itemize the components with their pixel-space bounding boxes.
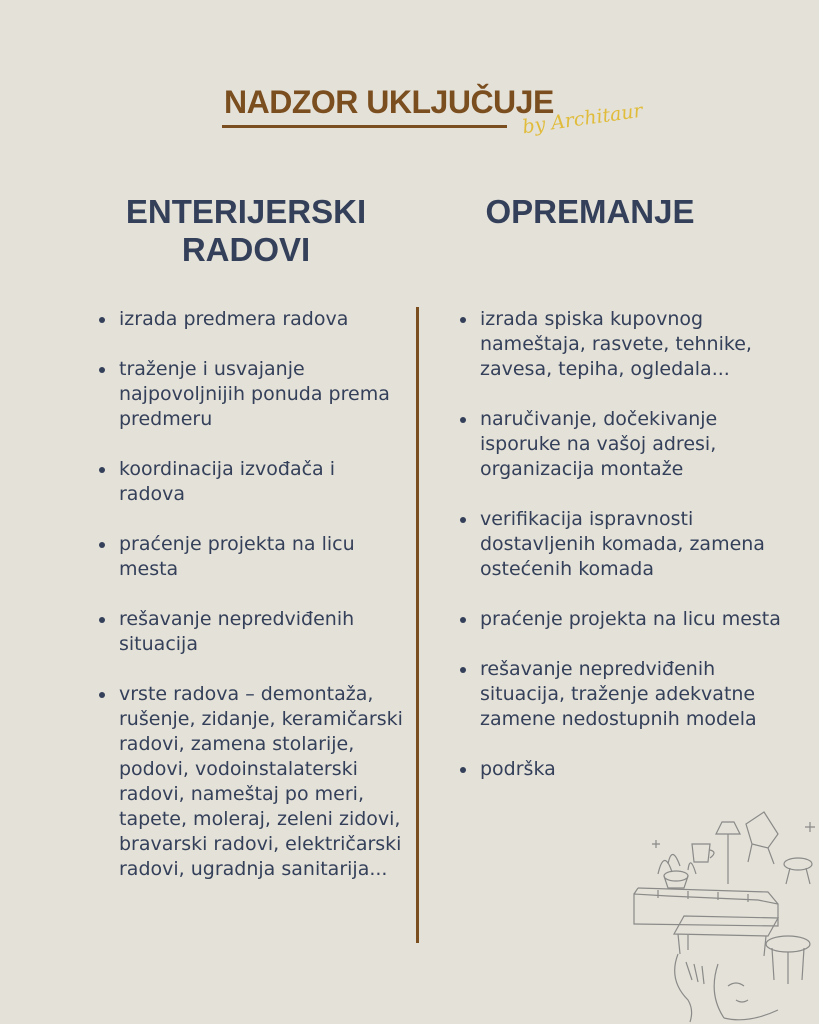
list-item: praćenje projekta na licu mesta <box>459 607 789 632</box>
column-divider <box>416 307 419 943</box>
list-item: koordinacija izvođača i radova <box>98 457 403 507</box>
left-heading-line2: RADOVI <box>181 231 311 268</box>
left-list <box>98 307 403 907</box>
list-item: praćenje projekta na licu mesta <box>98 532 403 582</box>
right-list <box>459 307 789 807</box>
left-column-heading <box>90 193 402 269</box>
header-signature: by Architaur <box>521 99 644 139</box>
left-heading-line1: ENTERIJERSKI <box>125 193 367 230</box>
list-item: naručivanje, dočekivanje isporuke na vašoj adresi, organizacija montaže <box>459 407 789 482</box>
header-underline <box>222 125 507 128</box>
list-item: izrada predmera radova <box>98 307 403 332</box>
header-title: NADZOR UKLJUČUJE <box>224 84 554 120</box>
list-item: podrška <box>459 757 789 782</box>
list-item: rešavanje nepredviđenih situacija <box>98 607 403 657</box>
right-column-heading: OPREMANJE <box>485 193 695 230</box>
list-item: traženje i usvajanje najpovoljnijih ponuda prema predmeru <box>98 357 403 432</box>
list-item: verifikacija ispravnosti dostavljenih komada, zamena ostećenih komada <box>459 507 789 582</box>
list-item: rešavanje nepredviđenih situacija, traženje adekvatne zamene nedostupnih modela <box>459 657 789 732</box>
list-item: izrada spiska kupovnog nameštaja, rasvete, tehnike, zavesa, tepiha, ogledala... <box>459 307 789 382</box>
list-item: vrste radova – demontaža, rušenje, zidanje, keramičarski radovi, zamena stolarije, podovi, vodoinstalaterski radovi, nameštaj po meri, tapete, moleraj, zeleni zidovi, bravarski radovi, električarski radovi, ugradnja sanitarija... <box>98 682 403 882</box>
furniture-illustration-icon <box>628 804 819 1024</box>
